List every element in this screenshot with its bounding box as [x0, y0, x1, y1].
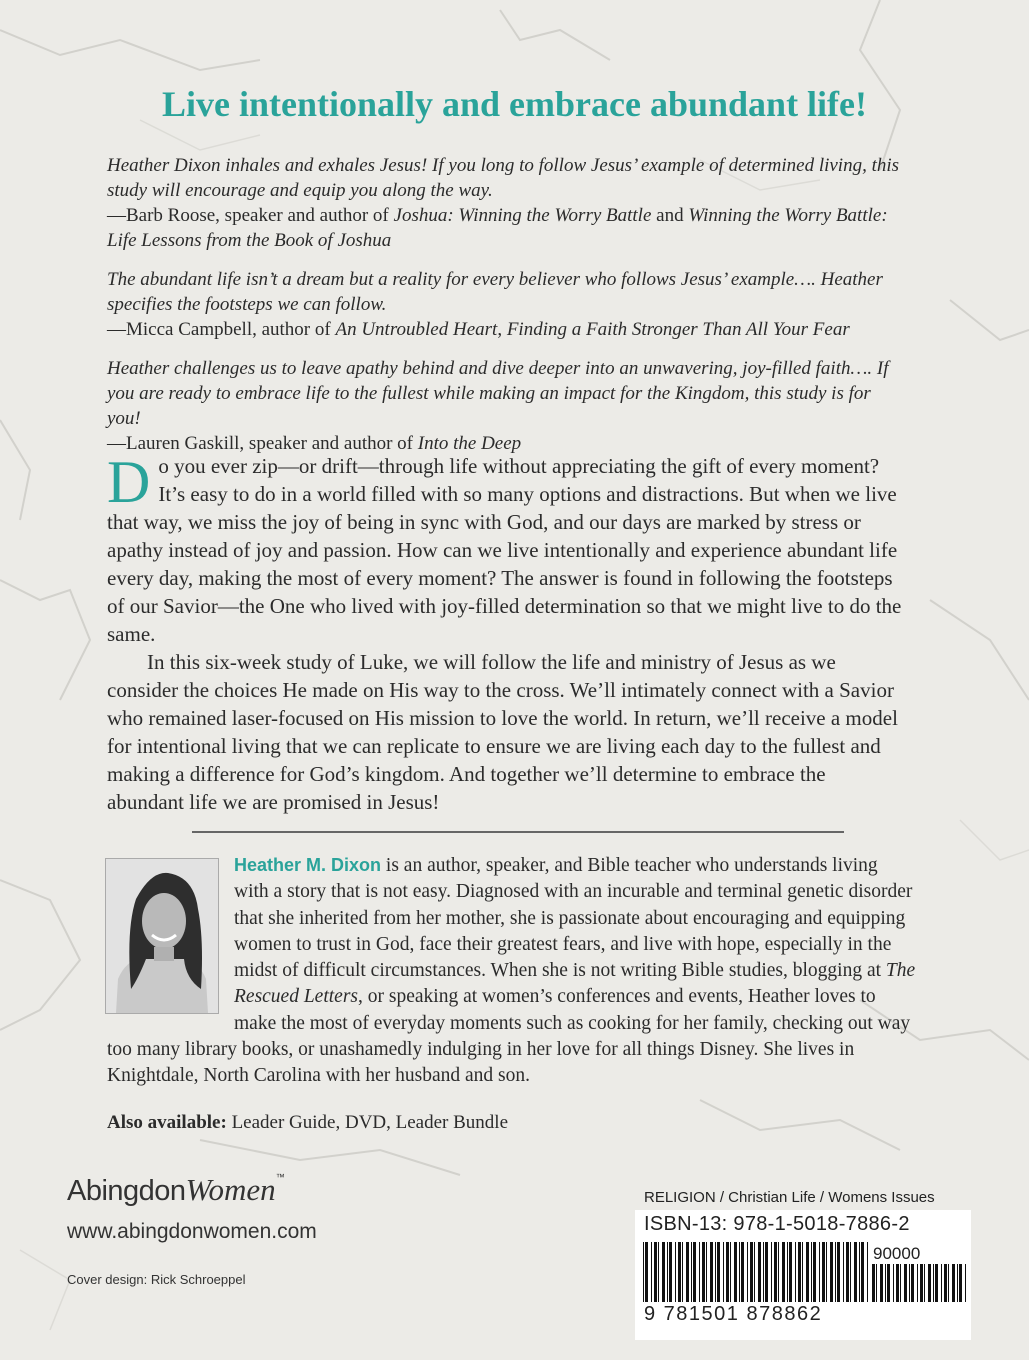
- endorsement-3-quote: Heather challenges us to leave apathy behind and dive deeper into an unwavering, joy-filled faith…. If you are ready to embrace life to the fullest while making an impact for the Kingdom, this study is for you!: [107, 358, 889, 429]
- also-available: [107, 1110, 508, 1136]
- endorsement-1-quote: Heather Dixon inhales and exhales Jesus! If you long to follow Jesus’ example of determined living, this study will encourage and equip you along the way.: [107, 155, 900, 201]
- price-barcode: [872, 1264, 966, 1324]
- endorsement-2: [107, 267, 907, 342]
- description: [107, 449, 907, 816]
- publisher-website: www.abingdonwomen.com: [67, 1220, 317, 1243]
- endorsement-1-attribution: —Barb Roose, speaker and author of Joshua: Winning the Worry Battle and Winning the Worry Battle: Life Lessons from the Book of Joshua: [107, 205, 888, 251]
- endorsement-2-attribution: —Micca Campbell, author of An Untroubled Heart, Finding a Faith Stronger Than All Your Fear: [107, 319, 850, 340]
- endorsement-3: [107, 356, 907, 456]
- cover-credit: Cover design: Rick Schroeppel: [67, 1272, 246, 1287]
- description-paragraph-1: Do you ever zip—or drift—through life without appreciating the gift of every moment? It’s easy to do in a world filled with so many options and distractions. But when we live that way, we miss the joy of being in sync with God, and our days are marked by stress or apathy instead of joy and passion. How can we live intentionally and experience abundant life every day, making the most of every moment? The answer is found in following the footsteps of our Savior—the One who lived with joy-filled determination so that we might live to do the same.: [107, 449, 902, 646]
- isbn-label: ISBN-13: 978-1-5018-7886-2: [644, 1213, 910, 1235]
- author-bio: Heather M. Dixon is an author, speaker, and Bible teacher who understands living with a story that is not easy. Diagnosed with an incurable and terminal genetic disorder that she inherited from her mother, she is passionate about encouraging and equipping women to trust in God, face their greatest fears, and live with hope, especially in the midst of difficult circumstances. When she is not writing Bible studies, blogging at The Rescued Letters, or speaking at women’s conferences and events, Heather loves to make the most of everyday moments such as cooking for her family, checking out way too many library books, or unashamedly indulging in her love for all things Disney. She lives in Knightdale, North Carolina with her husband and son.: [107, 855, 916, 1087]
- price-code: 90000: [873, 1244, 921, 1263]
- description-paragraph-2: In this six-week study of Luke, we will follow the life and ministry of Jesus as we consider the choices He made on His way to the cross. We’ll intimately connect with a Savior who remained laser-focused on His mission to love the world. In return, we’ll receive a model for intentional living that we can replicate to ensure we are living each day to the fullest and making a difference for God’s kingdom. And together we’ll determine to embrace the abundant life we are promised in Jesus!: [107, 650, 898, 814]
- also-available-label: Also available:: [107, 1112, 227, 1133]
- endorsement-1: [107, 153, 907, 253]
- publisher-logo: AbingdonWomen™: [67, 1172, 285, 1207]
- blog-name: The Rescued Letters: [234, 960, 916, 1008]
- book-category: RELIGION / Christian Life / Womens Issues: [644, 1189, 935, 1206]
- headline: Live intentionally and embrace abundant life!: [161, 84, 868, 124]
- also-available-items: Leader Guide, DVD, Leader Bundle: [226, 1112, 509, 1133]
- endorsement-3-attribution: —Lauren Gaskill, speaker and author of Into the Deep: [107, 433, 522, 454]
- section-divider: [192, 831, 844, 833]
- isbn-digits: 9 781501 878862: [644, 1303, 823, 1325]
- author-name: Heather M. Dixon: [234, 855, 382, 875]
- isbn-barcode: [643, 1242, 868, 1302]
- drop-cap: D: [107, 449, 151, 515]
- endorsement-2-quote: The abundant life isn’t a dream but a reality for every believer who follows Jesus’ example…. Heather specifies the footsteps we can follow.: [107, 269, 883, 315]
